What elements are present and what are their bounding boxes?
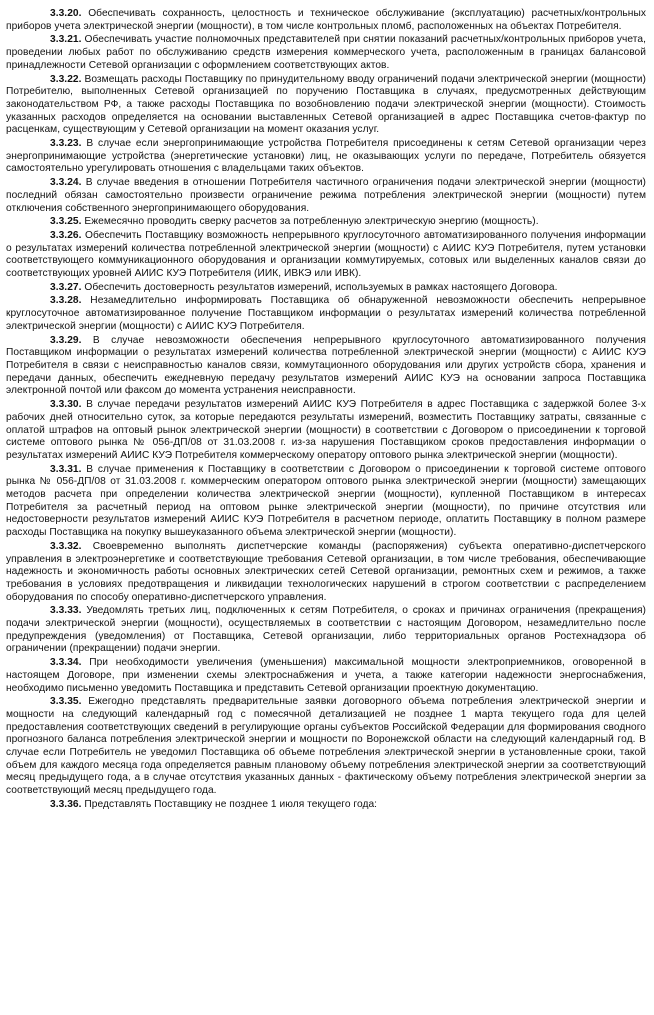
clause-3-3-22 bbox=[6, 74, 646, 138]
clause-text: Уведомлять третьих лиц, подключенных к сетям Потребителя, о сроках и причинах ограничения (прекращения) подачи электрической энергии (мощности), осуществляемых в соответствии с настоящим Договором, незамедлительно после предупреждения (уведомления) от Поставщика, Сетевой организации, либо территориальных органов Ростехнадзора об ограничении (прекращении) подачи энергии. bbox=[6, 605, 646, 655]
clause-text: В случае передачи результатов измерений АИИС КУЭ Потребителя в адрес Поставщика с задержкой более 3-х рабочих дней относительно суток, за которые передаются результаты измерений, возместить Поставщику затраты, связанные с оплатой штрафов на оптовый рынок электрической энергии (мощности) в соответствии с Договором о присоединении к торговой системе оптового рынка № 056-ДП/08 от 31.03.2008 г. из-за нарушения Поставщиком сроков предоставления информации о результатах измерений АИИС КУЭ Потребителя коммерческому оператору оптового рынка электрической энергии (мощности). bbox=[6, 399, 646, 461]
clause-number: 3.3.25. bbox=[50, 216, 82, 228]
clause-number: 3.3.28. bbox=[50, 295, 82, 307]
clause-number: 3.3.22. bbox=[50, 73, 82, 85]
clause-3-3-23 bbox=[6, 138, 646, 176]
clause-text: В случае применения к Поставщику в соответствии с Договором о присоединении к торговой системе оптового рынка № 056-ДП/08 от 31.03.2008 г. коммерческим оператором оптового рынка электрической энергии (мощности) замещающих методов расчета при определении количества электрической энергии (мощности), купленной Поставщиком в интересах Потребителя за расчетный период на оптовом рынке электрической энергии (мощности), по причине отсутствия или недостоверности результатов измерений АИИС КУЭ Потребителя в расчетном периоде, оплатить Поставщику в полном размере расходы Поставщика на покупку вышеуказанного объема электрической энергии (мощности). bbox=[6, 463, 646, 539]
clause-text: При необходимости увеличения (уменьшения) максимальной мощности электроприемников, оговоренной в настоящем Договоре, при изменении схемы электроснабжения и учета, а также категории надежности энергоснабжения, необходимо письменно уведомить Поставщика и представить Сетевой организации проектную документацию. bbox=[6, 657, 646, 694]
clause-number: 3.3.26. bbox=[50, 229, 82, 241]
clause-text: Обеспечивать сохранность, целостность и техническое обслуживание (эксплуатацию) расчетных/контрольных приборов учета электрической энергии (мощности), в том числе контрольных пломб, расположенных на объектах Потребителя. bbox=[6, 8, 646, 32]
clause-text: Представлять Поставщику не позднее 1 июля текущего года: bbox=[84, 798, 378, 810]
clause-number: 3.3.23. bbox=[50, 138, 82, 150]
clause-number: 3.3.27. bbox=[50, 281, 82, 293]
clause-3-3-34 bbox=[6, 657, 646, 695]
clause-3-3-20 bbox=[6, 8, 646, 33]
clause-text: Ежегодно представлять предварительные заявки договорного объема потребления электрической энергии и мощности на следующий календарный год с помесячной детализацией не позднее 1 марта текущего года для целей предоставления соответствующих сведений в регулирующие органы субъектов Российской Федерации для формирования сводного прогнозного баланса потребления электрической энергии и мощности по Воронежской области на следующий календарный год. В случае если Потребитель не уведомил Поставщика об объеме потребления электрической энергии в установленные сроки, такой объем для каждого месяца года определяется равным плановому объему потребления электрической энергии за соответствующий месяц предыдущего года, а в случае отсутствия указанных данных - фактическому объему потребления электрической энергии за соответствующий месяц предыдущего года. bbox=[6, 696, 646, 797]
clause-3-3-31 bbox=[6, 464, 646, 540]
clause-text: Своевременно выполнять диспетчерские команды (распоряжения) субъекта оперативно-диспетчерского управления в электроэнергетике и соответствующие требования Сетевой организации, в том числе требования, обеспечивающие надежность и экономичность работы основных электрических сетей Сетевой организации, ремонтных схем и режимов, а также требования в условиях предотвращения и ликвидации технологических нарушений в строгом соответствии с распределением оборудования по способу оперативно-диспетчерского управления. bbox=[6, 540, 646, 603]
clause-3-3-24 bbox=[6, 177, 646, 215]
clause-number: 3.3.24. bbox=[50, 177, 82, 189]
clause-number: 3.3.32. bbox=[50, 540, 82, 552]
clause-text: Возмещать расходы Поставщику по принудительному вводу ограничений подачи электрической энергии (мощности) Потребителю, выполненных Сетевой организацией по поручению Поставщика в случаях, предусмотренных действующим законодательством РФ, а также расходы Поставщика по возобновлению подачи электрической энергии (мощности). Стоимость указанных расходов определяется на основании выставленных Сетевой организацией в адрес Поставщика счетов-фактур по расценкам, существующим у Сетевой организации на момент оказания услуг. bbox=[6, 73, 646, 136]
clause-3-3-25 bbox=[6, 216, 646, 229]
clause-text: В случае если энергопринимающие устройства Потребителя присоединены к сетям Сетевой организации через энергопринимающие устройства (энергетические установки) лиц, не оказывающих услуги по передаче, Потребитель обязуется самостоятельно урегулировать отношения с владельцами таких объектов. bbox=[6, 138, 646, 175]
clause-number: 3.3.21. bbox=[50, 34, 82, 46]
clause-number: 3.3.33. bbox=[50, 605, 82, 617]
clause-text: Незамедлительно информировать Поставщика об обнаруженной невозможности обеспечить непрерывное круглосуточное автоматизированное получение Поставщиком информации о результатах измерений количества потребленной электрической энергии (мощности) с АИИС КУЭ Потребителя. bbox=[6, 295, 646, 332]
clause-3-3-26 bbox=[6, 230, 646, 281]
clause-number: 3.3.34. bbox=[50, 657, 82, 669]
clause-text: В случае невозможности обеспечения непрерывного круглосуточного автоматизированного получения Поставщиком информации о результатах измерений количества потребленной электрической энергии (мощности) с АИИС КУЭ Потребителя в связи с неисправностью каналов связи, коммутационного оборудования или других устройств сбора, хранения и передачи данных, обеспечить ежедневную передачу результатов измерений АИИС КУЭ на основании запроса Поставщика электронной почтой или факсом до момента устранения неисправности. bbox=[6, 334, 646, 397]
clause-3-3-21 bbox=[6, 34, 646, 72]
clause-text: Обеспечить достоверность результатов измерений, используемых в рамках настоящего Договора. bbox=[84, 281, 558, 293]
clause-text: Ежемесячно проводить сверку расчетов за потребленную электрическую энергию (мощность). bbox=[84, 216, 539, 228]
clause-3-3-29 bbox=[6, 335, 646, 399]
clause-3-3-28 bbox=[6, 295, 646, 333]
clause-3-3-32 bbox=[6, 541, 646, 605]
clause-3-3-36 bbox=[6, 799, 646, 812]
clause-number: 3.3.29. bbox=[50, 334, 82, 346]
clause-number: 3.3.36. bbox=[50, 798, 82, 810]
clause-text: Обеспечивать участие полномочных представителей при снятии показаний расчетных/контрольных приборов учета, проведении любых работ по обслуживанию средств измерения коммерческого учета, расположенным в границах балансовой принадлежности Сетевой организации с оформлением соответствующих актов. bbox=[6, 34, 646, 71]
clause-3-3-35 bbox=[6, 696, 646, 798]
clause-number: 3.3.35. bbox=[50, 696, 82, 708]
clause-3-3-33 bbox=[6, 605, 646, 656]
clause-3-3-30 bbox=[6, 399, 646, 463]
clause-number: 3.3.20. bbox=[50, 8, 82, 19]
clause-text: В случае введения в отношении Потребителя частичного ограничения подачи электрической энергии (мощности) последний обязан самостоятельно произвести ограничение режима потребления электрической энергии (мощности) путем отключения собственного энергопринимающего оборудования. bbox=[6, 177, 646, 214]
clause-text: Обеспечить Поставщику возможность непрерывного круглосуточного автоматизированного получения информации о результатах измерений количества потребленной электрической энергии (мощности) с АИИС КУЭ Потребителя, путем установки соответствующего коммуникационного оборудования и организации коммутируемых, сотовых или выделенных каналов связи до соответствующих уровней АИИС КУЭ Потребителя (ИИК, ИВКЭ или ИВК). bbox=[6, 229, 646, 280]
clause-number: 3.3.30. bbox=[50, 399, 82, 411]
clause-3-3-27 bbox=[6, 282, 646, 295]
clause-number: 3.3.31. bbox=[50, 463, 82, 475]
